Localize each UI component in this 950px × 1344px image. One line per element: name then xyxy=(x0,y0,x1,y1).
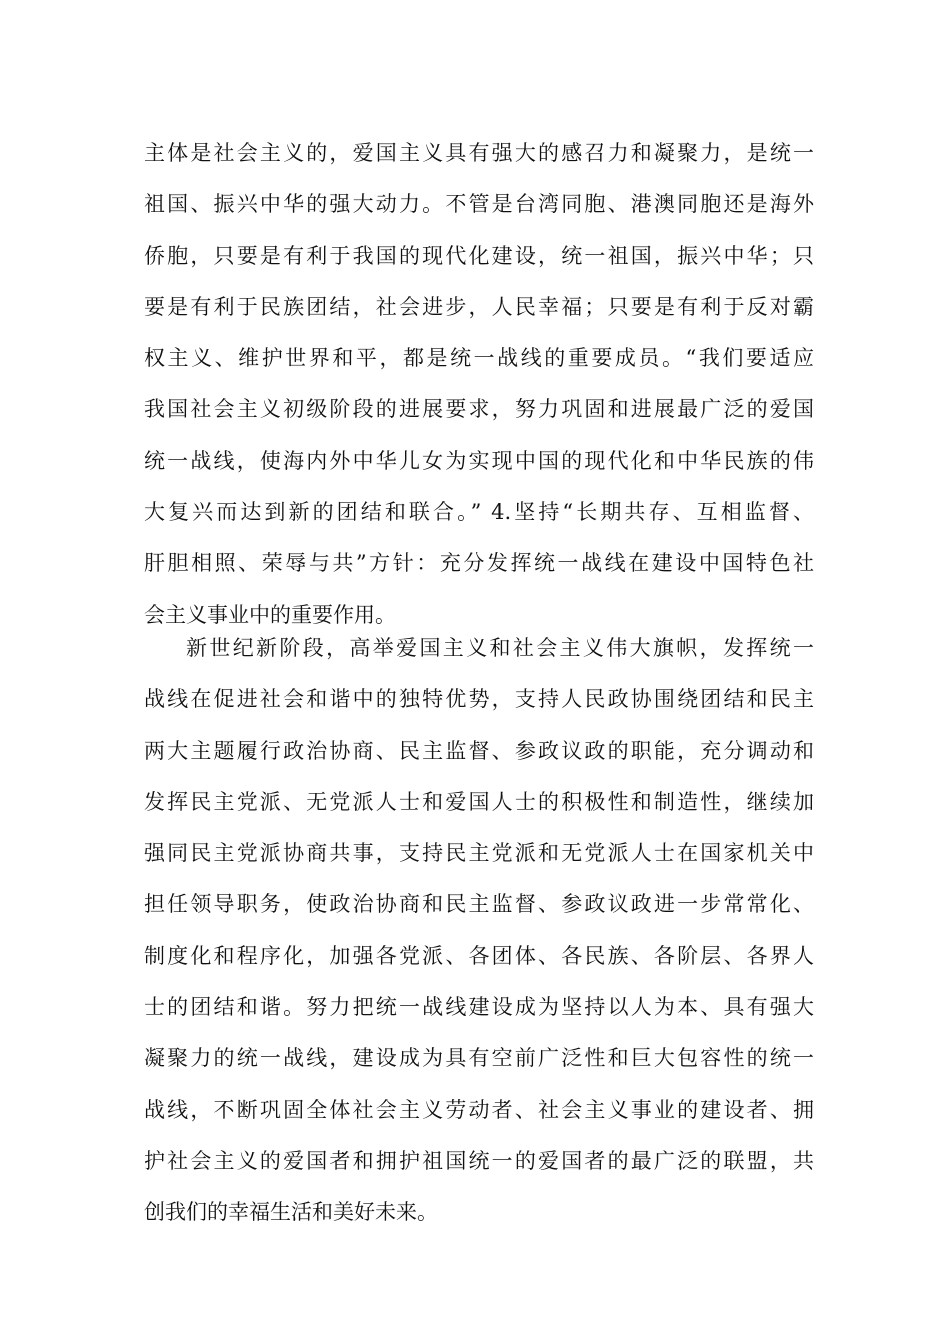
paragraph-1-line: 我国社会主义初级阶段的进展要求，努力巩固和进展最广泛的爱国 xyxy=(144,397,814,422)
paragraph-1-line: 大复兴而达到新的团结和联合。” 4.坚持“长期共存、互相监督、 xyxy=(144,500,814,525)
paragraph-2-line: 士的团结和谐。努力把统一战线建设成为坚持以人为本、具有强大 xyxy=(144,995,814,1020)
paragraph-1-line: 祖国、振兴中华的强大动力。不管是台湾同胞、港澳同胞还是海外 xyxy=(144,192,814,217)
paragraph-2-line: 凝聚力的统一战线，建设成为具有空前广泛性和巨大包容性的统一 xyxy=(144,1046,814,1071)
paragraph-2-line: 两大主题履行政治协商、民主监督、参政议政的职能，充分调动和 xyxy=(144,738,814,763)
paragraph-1-line: 会主义事业中的重要作用。 xyxy=(144,602,396,627)
paragraph-1-line: 主体是社会主义的，爱国主义具有强大的感召力和凝聚力，是统一 xyxy=(144,141,814,165)
paragraph-1 xyxy=(144,128,814,641)
paragraph-2-line: 担任领导职务，使政治协商和民主监督、参政议政进一步常常化、 xyxy=(144,892,814,917)
paragraph-1-line: 肝胆相照、荣辱与共”方针：充分发挥统一战线在建设中国特色社 xyxy=(144,551,814,576)
paragraph-1-line: 统一战线，使海内外中华儿女为实现中国的现代化和中华民族的伟 xyxy=(144,448,814,473)
paragraph-2-line: 发挥民主党派、无党派人士和爱国人士的积极性和制造性，继续加 xyxy=(144,789,814,814)
paragraph-2 xyxy=(144,623,814,1239)
paragraph-2-line: 战线在促进社会和谐中的独特优势，支持人民政协围绕团结和民主 xyxy=(144,687,814,712)
paragraph-2-line: 强同民主党派协商共事，支持民主党派和无党派人士在国家机关中 xyxy=(144,841,814,866)
paragraph-2-line: 新世纪新阶段，高举爱国主义和社会主义伟大旗帜，发挥统一 xyxy=(186,636,814,660)
paragraph-1-line: 侨胞，只要是有利于我国的现代化建设，统一祖国，振兴中华；只 xyxy=(144,243,814,268)
paragraph-1-line: 要是有利于民族团结，社会进步，人民幸福；只要是有利于反对霸 xyxy=(144,294,814,319)
paragraph-2-line: 护社会主义的爱国者和拥护祖国统一的爱国者的最广泛的联盟，共 xyxy=(144,1148,814,1173)
paragraph-2-line: 战线，不断巩固全体社会主义劳动者、社会主义事业的建设者、拥 xyxy=(144,1097,814,1122)
paragraph-2-line: 创我们的幸福生活和美好未来。 xyxy=(144,1200,438,1225)
paragraph-2-line: 制度化和程序化，加强各党派、各团体、各民族、各阶层、各界人 xyxy=(144,943,814,968)
paragraph-1-line: 权主义、维护世界和平，都是统一战线的重要成员。“我们要适应 xyxy=(144,346,814,371)
